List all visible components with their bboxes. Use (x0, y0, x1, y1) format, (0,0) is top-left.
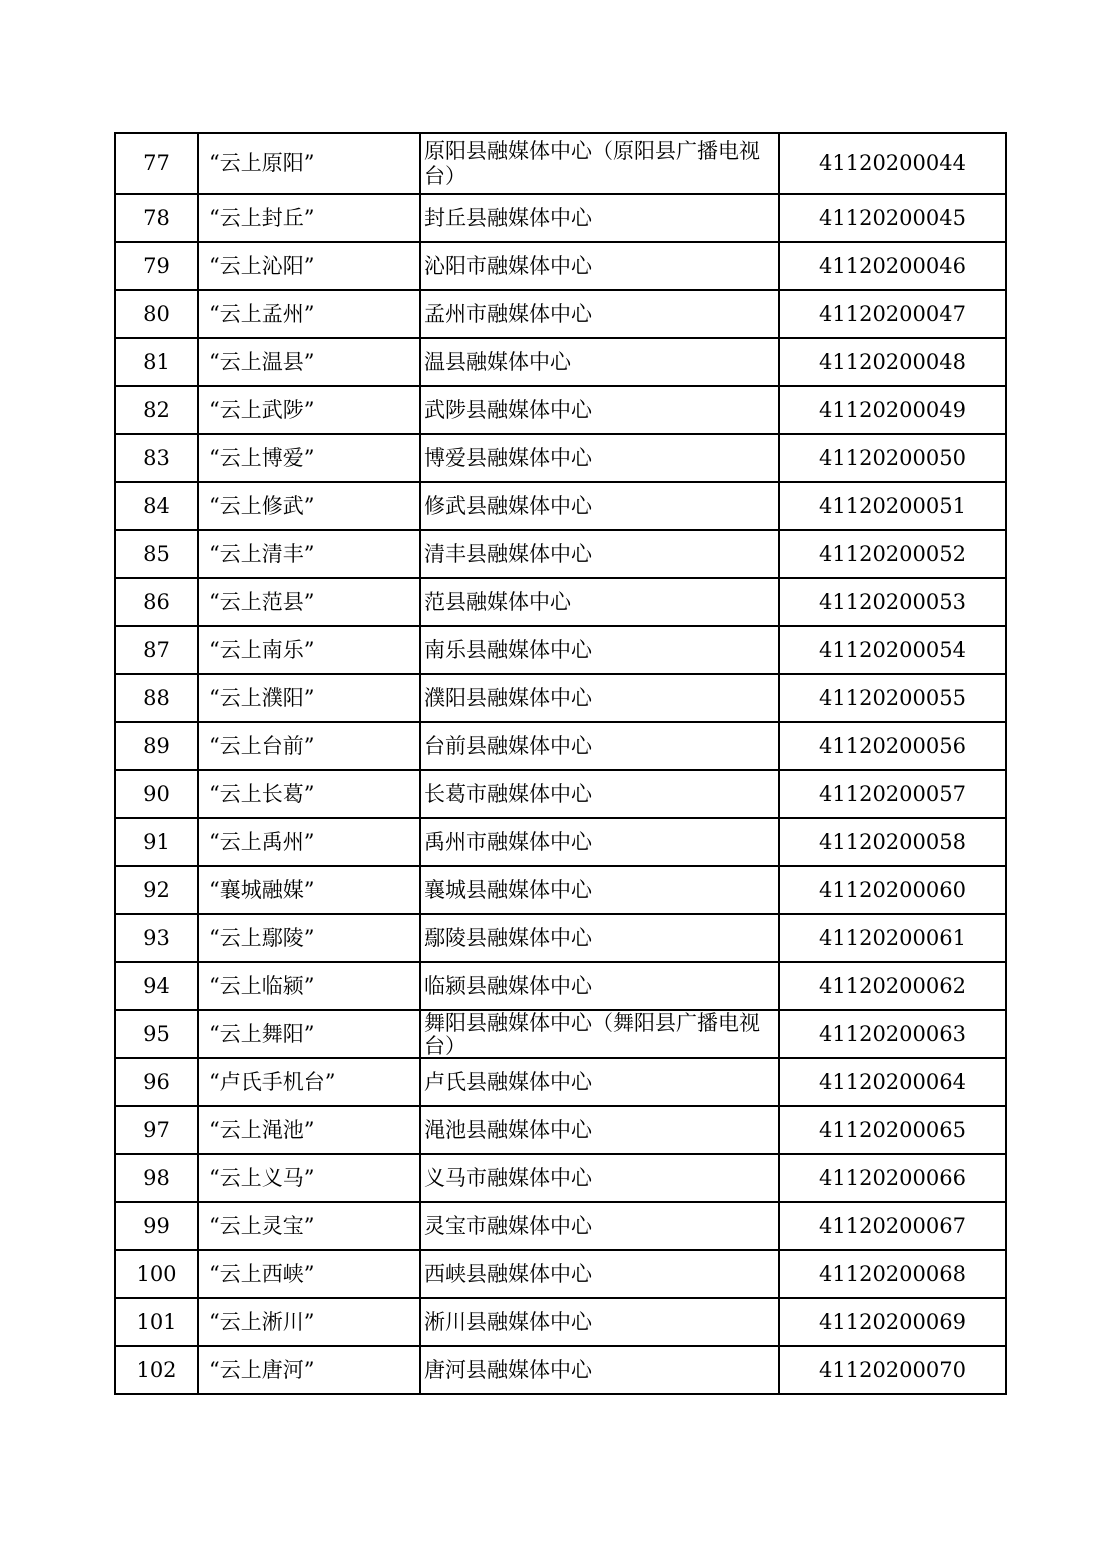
organization-name: 孟州市融媒体中心 (420, 290, 779, 338)
registry-table-body (115, 133, 1006, 1394)
table-row (115, 1346, 1006, 1394)
row-number: 91 (115, 818, 198, 866)
registration-code: 41120200067 (779, 1202, 1006, 1250)
table-row (115, 434, 1006, 482)
organization-name: 清丰县融媒体中心 (420, 530, 779, 578)
row-number: 78 (115, 194, 198, 242)
app-name: “云上封丘” (198, 194, 420, 242)
registration-code: 41120200057 (779, 770, 1006, 818)
organization-name: 封丘县融媒体中心 (420, 194, 779, 242)
organization-name: 灵宝市融媒体中心 (420, 1202, 779, 1250)
organization-name: 温县融媒体中心 (420, 338, 779, 386)
registration-code: 41120200068 (779, 1250, 1006, 1298)
app-name: “云上长葛” (198, 770, 420, 818)
row-number: 92 (115, 866, 198, 914)
registration-code: 41120200045 (779, 194, 1006, 242)
table-row (115, 1298, 1006, 1346)
app-name: “云上武陟” (198, 386, 420, 434)
app-name: “襄城融媒” (198, 866, 420, 914)
organization-name: 淅川县融媒体中心 (420, 1298, 779, 1346)
organization-name (420, 133, 779, 194)
row-number: 98 (115, 1154, 198, 1202)
app-name: “云上清丰” (198, 530, 420, 578)
organization-text: 舞阳县融媒体中心（舞阳县广播电视台） (424, 1012, 760, 1056)
app-name: “云上淅川” (198, 1298, 420, 1346)
registration-code: 41120200056 (779, 722, 1006, 770)
row-number: 90 (115, 770, 198, 818)
app-name: “云上范县” (198, 578, 420, 626)
organization-name: 义马市融媒体中心 (420, 1154, 779, 1202)
organization-name: 博爱县融媒体中心 (420, 434, 779, 482)
row-number: 100 (115, 1250, 198, 1298)
app-name: “云上唐河” (198, 1346, 420, 1394)
app-name: “云上临颍” (198, 962, 420, 1010)
table-row (115, 194, 1006, 242)
table-row (115, 674, 1006, 722)
table-row (115, 1202, 1006, 1250)
organization-name: 武陟县融媒体中心 (420, 386, 779, 434)
registration-code: 41120200063 (779, 1010, 1006, 1058)
organization-text: 原阳县融媒体中心（原阳县广播电视台） (424, 138, 760, 188)
app-name: “云上沁阳” (198, 242, 420, 290)
table-row (115, 133, 1006, 194)
registration-code: 41120200052 (779, 530, 1006, 578)
row-number: 102 (115, 1346, 198, 1394)
row-number: 79 (115, 242, 198, 290)
app-name: “云上西峡” (198, 1250, 420, 1298)
registration-code: 41120200061 (779, 914, 1006, 962)
registration-code: 41120200050 (779, 434, 1006, 482)
row-number: 87 (115, 626, 198, 674)
table-row (115, 1010, 1006, 1058)
table-row (115, 386, 1006, 434)
organization-name: 沁阳市融媒体中心 (420, 242, 779, 290)
registration-code: 41120200066 (779, 1154, 1006, 1202)
row-number: 83 (115, 434, 198, 482)
registration-code: 41120200065 (779, 1106, 1006, 1154)
organization-name: 濮阳县融媒体中心 (420, 674, 779, 722)
app-name: “云上修武” (198, 482, 420, 530)
registration-code: 41120200064 (779, 1058, 1006, 1106)
registry-table (114, 132, 1007, 1395)
organization-name: 南乐县融媒体中心 (420, 626, 779, 674)
row-number: 80 (115, 290, 198, 338)
app-name: “云上南乐” (198, 626, 420, 674)
table-row (115, 1106, 1006, 1154)
organization-name: 渑池县融媒体中心 (420, 1106, 779, 1154)
app-name: “云上博爱” (198, 434, 420, 482)
table-row (115, 962, 1006, 1010)
app-name: “云上台前” (198, 722, 420, 770)
app-name: “云上濮阳” (198, 674, 420, 722)
registration-code: 41120200046 (779, 242, 1006, 290)
table-row (115, 1154, 1006, 1202)
row-number: 94 (115, 962, 198, 1010)
organization-name: 唐河县融媒体中心 (420, 1346, 779, 1394)
table-row (115, 338, 1006, 386)
organization-name: 长葛市融媒体中心 (420, 770, 779, 818)
organization-name: 临颍县融媒体中心 (420, 962, 779, 1010)
row-number: 89 (115, 722, 198, 770)
row-number: 77 (115, 133, 198, 194)
row-number: 95 (115, 1010, 198, 1058)
organization-name: 禹州市融媒体中心 (420, 818, 779, 866)
app-name: “卢氏手机台” (198, 1058, 420, 1106)
organization-name (420, 1010, 779, 1058)
registration-code: 41120200053 (779, 578, 1006, 626)
row-number: 93 (115, 914, 198, 962)
table-row (115, 770, 1006, 818)
app-name: “云上义马” (198, 1154, 420, 1202)
table-row (115, 1250, 1006, 1298)
table-row (115, 242, 1006, 290)
registration-code: 41120200069 (779, 1298, 1006, 1346)
registration-code: 41120200060 (779, 866, 1006, 914)
registration-code: 41120200044 (779, 133, 1006, 194)
registration-code: 41120200058 (779, 818, 1006, 866)
row-number: 99 (115, 1202, 198, 1250)
table-row (115, 578, 1006, 626)
app-name: “云上禹州” (198, 818, 420, 866)
organization-name: 修武县融媒体中心 (420, 482, 779, 530)
row-number: 88 (115, 674, 198, 722)
row-number: 86 (115, 578, 198, 626)
row-number: 81 (115, 338, 198, 386)
table-row (115, 818, 1006, 866)
table-row (115, 626, 1006, 674)
organization-name: 襄城县融媒体中心 (420, 866, 779, 914)
app-name: “云上灵宝” (198, 1202, 420, 1250)
organization-name: 鄢陵县融媒体中心 (420, 914, 779, 962)
app-name: “云上舞阳” (198, 1010, 420, 1058)
organization-name: 西峡县融媒体中心 (420, 1250, 779, 1298)
row-number: 84 (115, 482, 198, 530)
app-name: “云上孟州” (198, 290, 420, 338)
row-number: 85 (115, 530, 198, 578)
table-row (115, 914, 1006, 962)
organization-name: 台前县融媒体中心 (420, 722, 779, 770)
app-name: “云上温县” (198, 338, 420, 386)
app-name: “云上渑池” (198, 1106, 420, 1154)
registration-code: 41120200054 (779, 626, 1006, 674)
row-number: 101 (115, 1298, 198, 1346)
row-number: 82 (115, 386, 198, 434)
table-row (115, 530, 1006, 578)
row-number: 96 (115, 1058, 198, 1106)
registration-code: 41120200047 (779, 290, 1006, 338)
row-number: 97 (115, 1106, 198, 1154)
app-name: “云上原阳” (198, 133, 420, 194)
table-row (115, 482, 1006, 530)
registration-code: 41120200055 (779, 674, 1006, 722)
registration-code: 41120200049 (779, 386, 1006, 434)
table-row (115, 290, 1006, 338)
registration-code: 41120200048 (779, 338, 1006, 386)
table-row (115, 722, 1006, 770)
registration-code: 41120200051 (779, 482, 1006, 530)
app-name: “云上鄢陵” (198, 914, 420, 962)
registration-code: 41120200070 (779, 1346, 1006, 1394)
organization-name: 卢氏县融媒体中心 (420, 1058, 779, 1106)
registration-code: 41120200062 (779, 962, 1006, 1010)
table-row (115, 866, 1006, 914)
organization-name: 范县融媒体中心 (420, 578, 779, 626)
table-row (115, 1058, 1006, 1106)
